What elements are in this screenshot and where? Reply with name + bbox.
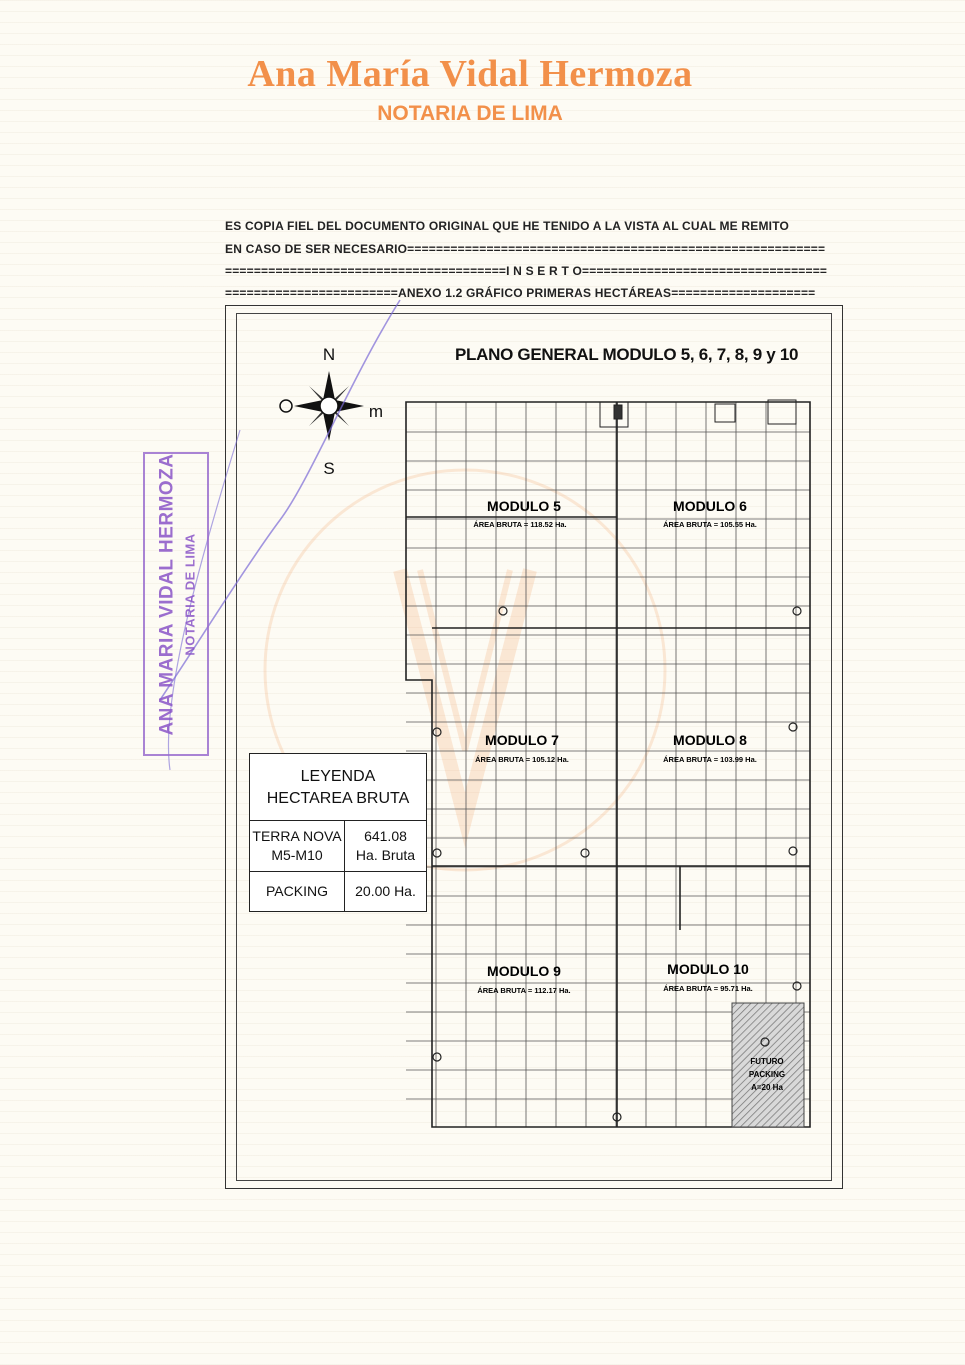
module-5-area: ÁREA BRUTA = 118.52 Ha. <box>473 520 567 529</box>
module-6-label: MODULO 6 <box>673 498 747 514</box>
stamp-line-2: NOTARIA DE LIMA <box>182 533 198 656</box>
module-10-area: ÁREA BRUTA = 95.71 Ha. <box>663 984 753 993</box>
stamp-text <box>157 445 198 745</box>
certification-line-1: ES COPIA FIEL DEL DOCUMENTO ORIGINAL QUE HE TENIDO A LA VISTA AL CUAL ME REMITO <box>225 219 790 233</box>
plan-title: PLANO GENERAL MODULO 5, 6, 7, 8, 9 y 10 <box>455 345 799 364</box>
notary-stamp <box>143 452 209 756</box>
legend-row-label <box>250 872 345 911</box>
legend-row-label-line2: M5-M10 <box>271 847 323 863</box>
legend-header <box>250 754 426 821</box>
module-5-label: MODULO 5 <box>487 498 561 514</box>
legend-row-value-line1: 641.08 <box>364 828 407 844</box>
module-8-area: ÁREA BRUTA = 103.99 Ha. <box>663 755 757 764</box>
notary-subtitle: NOTARIA DE LIMA <box>377 102 563 125</box>
certification-line-2: EN CASO DE SER NECESARIO========================================================== <box>225 242 826 256</box>
module-7-label: MODULO 7 <box>485 732 559 748</box>
compass-south-label: S <box>323 459 335 478</box>
compass-north-label: N <box>322 345 336 364</box>
legend-row-label <box>250 821 345 871</box>
packing-label-2: PACKING <box>748 1070 786 1079</box>
notary-name: Ana María Vidal Hermoza <box>247 53 693 95</box>
top-structures <box>600 400 796 427</box>
module-7-area: ÁREA BRUTA = 105.12 Ha. <box>475 755 569 764</box>
certification-line-4: ========================ANEXO 1.2 GRÁFICO PRIMERAS HECTÁREAS==================== <box>225 286 816 300</box>
packing-label-3: A=20 Ha <box>751 1083 783 1092</box>
legend-row <box>250 821 426 872</box>
compass-east-label: m <box>368 402 384 421</box>
module-8-label: MODULO 8 <box>673 732 747 748</box>
module-9-label: MODULO 9 <box>487 963 561 979</box>
module-9-area: ÁREA BRUTA = 112.17 Ha. <box>477 986 571 995</box>
legend-title: LEYENDA <box>300 768 376 785</box>
legend-table <box>249 753 427 912</box>
legend-row-value <box>345 821 426 871</box>
legend-row-label-line1: PACKING <box>266 883 328 899</box>
module-6-area: ÁREA BRUTA = 105.55 Ha. <box>663 520 757 529</box>
compass-rose-icon <box>280 371 364 441</box>
packing-label-1: FUTURO <box>750 1057 784 1066</box>
stamp-line-1: ANA MARIA VIDAL HERMOZA <box>156 453 178 736</box>
legend-row-value <box>345 872 426 911</box>
legend-row-label-line1: TERRA NOVA <box>252 828 342 844</box>
legend-row-value-line2: Ha. Bruta <box>355 847 416 863</box>
certification-line-3: =======================================I N S E R T O================================== <box>225 264 828 278</box>
legend-row <box>250 872 426 911</box>
legend-subtitle: HECTAREA BRUTA <box>266 790 410 807</box>
module-10-label: MODULO 10 <box>667 961 749 977</box>
legend-row-value-line1: 20.00 Ha. <box>355 883 416 899</box>
